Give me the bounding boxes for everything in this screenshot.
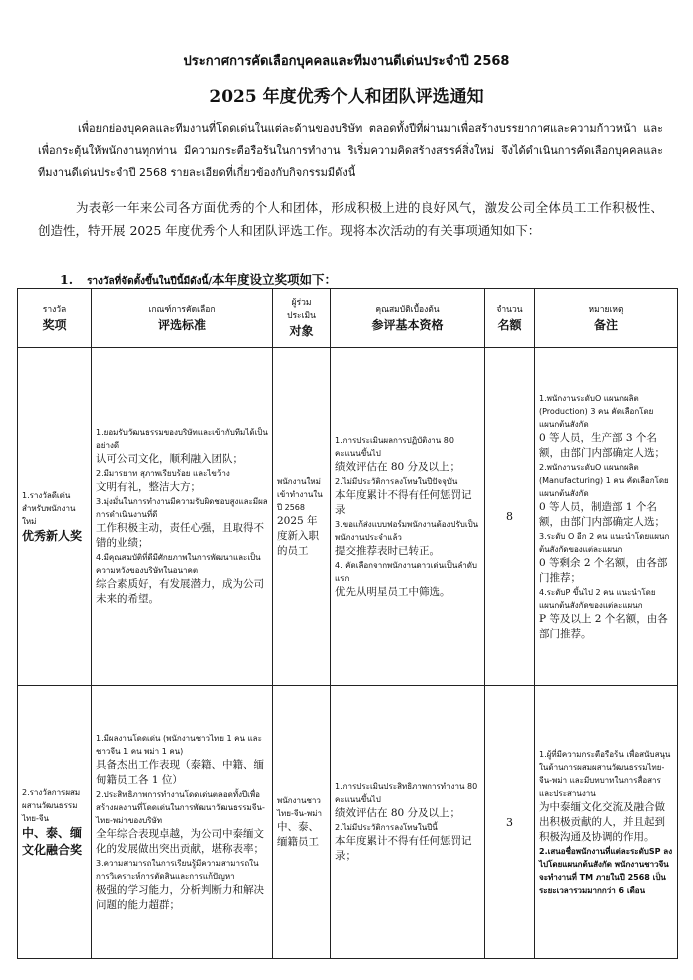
header-qualification: คุณสมบัติเบื้องต้น 参评基本资格 — [331, 289, 485, 348]
target-cell: พนักงานใหม่เข้าทำงานในปี 2568 2025 年度新入职的员工 — [273, 348, 331, 686]
criteria-cell: 1.มีผลงานโดดเด่น (พนักงานชาวไทย 1 คน และชาวจีน 1 คน พม่า 1 คน) 具备杰出工作表现（泰籍、中籍、缅甸籍员工各 1 位） 2.ประสิทธิภาพการทำงานโดดเด่นตลอดทั้งปีเพื่อสร้างผลงานที่โดดเด่นในการพัฒนาวัฒนธรรมจีน-ไทย-พม่าของบริษัท 全年综合表现卓越，为公司中泰缅文化的发展做出突出贡献，堪称表率； 3.ความสามารถในการเรียนรู้มีความสามารถในการวิเคราะห์การตัดสินและการแก้ปัญหา 极强的学习能力，分析判断力和解决问题的能力超群； — [92, 686, 273, 959]
title-thai: ประกาศการคัดเลือกบุคคลและทีมงานดีเด่นประจำปี 2568 — [183, 54, 510, 69]
qualification-cell: 1.การประเมินประสิทธิภาพการทำงาน 80 คะแนนขึ้นไป 绩效评估在 80 分及以上； 2.ไม่มีประวัติการลงโทษในปีนี้ 本年度累计不得有任何惩罚记录； — [331, 686, 485, 959]
header-award: รางวัล 奖项 — [18, 289, 92, 348]
title-chinese: 2025 年度优秀个人和团队评选通知 — [209, 87, 484, 107]
section-heading — [60, 270, 337, 289]
target-cell: พนักงานชาวไทย-จีน-พม่า 中、泰、缅籍员工 — [273, 686, 331, 959]
table-row — [18, 348, 678, 686]
count-cell: 3 — [485, 686, 535, 959]
count-cell: 8 — [485, 348, 535, 686]
qualification-cell: 1.การประเมินผลการปฏิบัติงาน 80 คะแนนขึ้นไป 绩效评估在 80 分及以上； 2.ไม่มีประวัติการลงโทษในปีปัจจุบัน 本年度累计不得有任何惩罚记录 3.ขอแก้ส่งแบบฟอร์มพนักงานต้องปรับเป็นพนักงานประจำแล้ว 提交推荐表时已转正。 4. คัดเลือกจากพนักงานดาวเด่นเป็นลำดับแรก 优先从明星员工中筛选。 — [331, 348, 485, 686]
header-target: ผู้ร่วม ประเมิน 对象 — [273, 289, 331, 348]
table-row — [18, 686, 678, 959]
header-criteria: เกณฑ์การคัดเลือก 评选标准 — [92, 289, 273, 348]
intro-paragraph-chinese: 为表彰一年来公司各方面优秀的个人和团体，形成积极上进的良好风气，激发公司全体员工工作积极性、创造性，特开展 2025 年度优秀个人和团队评选工作。现将本次活动的有关事项通知如下： — [38, 200, 663, 238]
header-notes: หมายเหตุ 备注 — [535, 289, 678, 348]
criteria-cell: 1.ยอมรับวัฒนธรรมของบริษัทและเข้ากับทีมได้เป็นอย่างดี 认可公司文化，顺利融入团队； 2.มีมารยาท สุภาพเรียบร้อย และไขว้าง 文明有礼，整洁大方； 3.มุ่งมั่นในการทำงานมีความรับผิดชอบสูงและมีผลการดำเนินงานที่ดี 工作积极主动，责任心强，且取得不错的业绩； 4.มีคุณสมบัติที่ดีมีศักยภาพในการพัฒนาและเป็นความหวังของบริษัทในอนาคต 综合素质好，有发展潜力，成为公司未来的希望。 — [92, 348, 273, 686]
header-count: จำนวน 名额 — [485, 289, 535, 348]
award-cell: 2.รางวัลการผสมผสานวัฒนธรรมไทย-จีน 中、泰、缅 文化融合奖 — [18, 686, 92, 959]
intro-paragraph-thai: เพื่อยกย่องบุคคลและทีมงานที่โดดเด่นในแต่ละด้านของบริษัท ตลอดทั้งปีที่ผ่านมาเพื่อสร้างบรรยากาศและความก้าวหน้า และเพื่อกระตุ้นให้พนักงานทุกท่าน มีความกระตือรือร้นในการทำงาน ริเริ่มความคิดสร้างสรรค์สิ่งใหม่ จึงได้ดำเนินการคัดเลือกบุคคลและทีมงานดีเด่นประจำปี 2568 รายละเอียดที่เกี่ยวข้องกับกิจกรรมมีดังนี้ — [38, 122, 663, 179]
notes-cell: 1.พนักงานระดับO แผนกผลิต (Production) 3 คน คัดเลือกโดยแผนกต้นสังกัด 0 等人员，生产部 3 个名额，由部门内部确定人选； 2.พนักงานระดับO แผนกผลิต (Manufacturing) 1 คน คัดเลือกโดยแผนกต้นสังกัด 0 等人员，制造部 1 个名额，由部门内部确定人选； 3.ระดับ O อีก 2 คน แนะนำโดยแผนกต้นสังกัดของแต่ละแผนก 0 等剩余 2 个名额，由各部门推荐； 4.ระดับP ขึ้นไป 2 คน แนะนำโดยแผนกต้นสังกัดของแต่ละแผนก P 等及以上 2 个名额，由各部门推荐。 — [535, 348, 678, 686]
award-cell: 1.รางวัลดีเด่นสำหรับพนักงานใหม่ 优秀新人奖 — [18, 348, 92, 686]
section-heading-chinese: 本年度设立奖项如下： — [212, 272, 338, 287]
notes-cell: 1.ผู้ที่มีความกระตือรือร้น เพื่อสนับสนุนในด้านการผสมผสานวัฒนธรรมไทย-จีน-พม่า และมีบทบาทในการสื่อสารและประสานงาน 为中泰缅文化交流及融合做出积极贡献的人，并且起到积极沟通及协调的作用。 2.เสนอชื่อพนักงานที่แต่ละระดับSP ลงไปโดยแผนกต้นสังกัด พนักงานชาวจีนจะทำงานที่ TM ภายในปี 2568 เป็นระยะเวลารวมมากกว่า 6 เดือน — [535, 686, 678, 959]
section-number: 1. — [60, 272, 74, 287]
table-header-row — [18, 289, 678, 348]
section-heading-thai: รางวัลที่จัดตั้งขึ้นในปีนี้มีดังนี้/ — [87, 276, 213, 287]
awards-table — [17, 288, 678, 959]
